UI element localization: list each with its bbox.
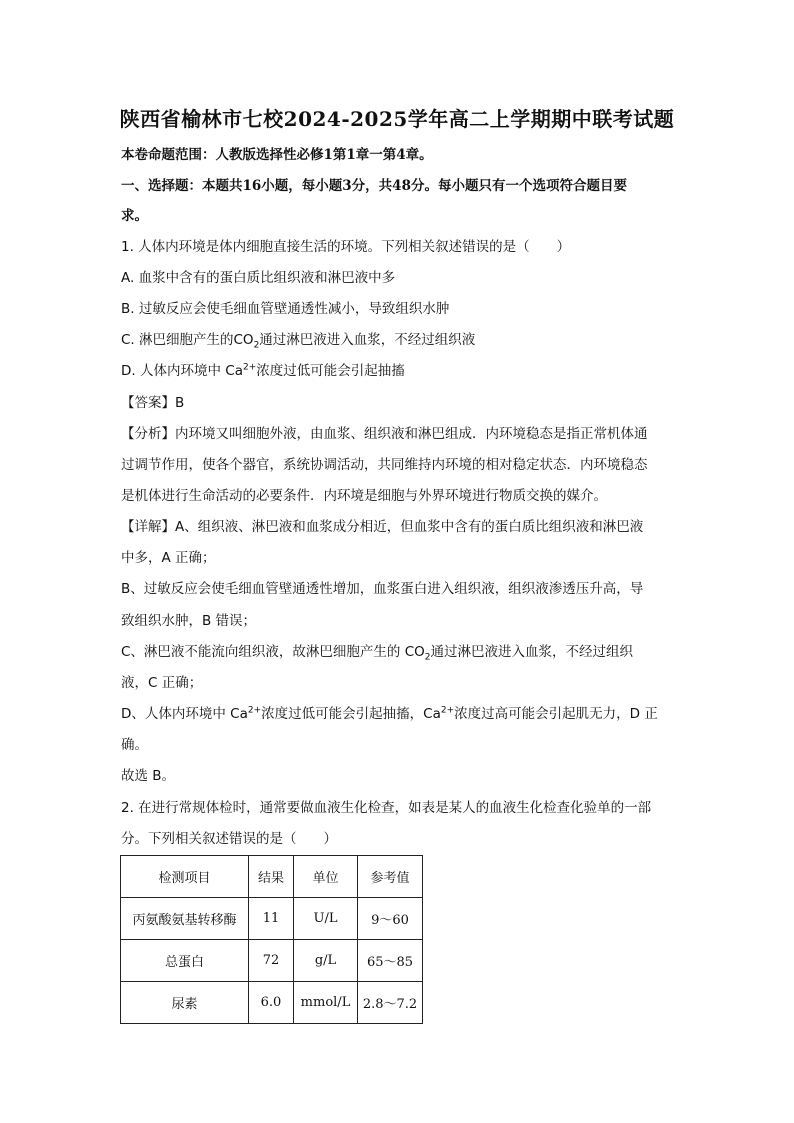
table-row [121,898,423,940]
section-heading-line1: 一、选择题：本题共16小题，每小题3分，共48分。每小题只有一个选项符合题目要 [121,178,627,194]
q2-stem-line2: 分。下列相关叙述错误的是（ ） [121,831,337,847]
table-cell: 9～60 [358,898,423,940]
q1-analysis-line3: 是机体进行生命活动的必要条件．内环境是细胞与外界环境进行物质交换的媒介。 [121,488,607,504]
table-row [121,982,423,1024]
q1-detail-line7: D、人体内环境中 $Ca^{2+}$浓度过低可能会引起抽搐，$Ca^{2+}$浓度过高可能会引起肌无力，D 正 [121,705,658,722]
table-cell: 65～85 [358,940,423,982]
q1-detail-line6: 液，C 正确； [121,675,203,691]
q1-option-a: A. 血浆中含有的蛋白质比组织液和淋巴液中多 [121,270,396,286]
table-header-cell: 参考值 [358,856,423,898]
table-cell: 尿素 [121,982,249,1024]
q1-analysis-line1: 【分析】内环境又叫细胞外液，由血浆、组织液和淋巴组成．内环境稳态是指正常机体通 [121,426,648,442]
table-cell: U/L [294,898,358,940]
q1-detail-line5: C、淋巴液不能流向组织液，故淋巴细胞产生的 $CO_2$通过淋巴液进入血浆，不经过组织 [121,644,634,663]
q1-detail-line2: 中多，A 正确； [121,550,216,566]
q1-option-d: D. 人体内环境中 $Ca^{2+}$浓度过低可能会引起抽搐 [121,362,405,379]
q2-stem-line1: 2. 在进行常规体检时，通常要做血液生化检查，如表是某人的血液生化检查化验单的一部 [121,800,652,816]
q1-detail-line8: 确。 [121,737,148,753]
exam-scope: 本卷命题范围：人教版选择性必修1第1章一第4章。 [121,147,433,163]
q1-conclusion: 故选 B。 [121,768,176,784]
q1-analysis-line2: 过调节作用，使各个器官，系统协调活动，共同维持内环境的相对稳定状态．内环境稳态 [121,457,648,473]
q1-option-b: B. 过敏反应会使毛细血管壁通透性减小，导致组织水肿 [121,301,450,317]
section-heading-line2: 求。 [121,208,148,224]
q1-option-c: C. 淋巴细胞产生的$CO_2$通过淋巴液进入血浆，不经过组织液 [121,332,476,351]
table-cell: 总蛋白 [121,940,249,982]
table-cell: 72 [249,940,294,982]
q1-detail-line1: 【详解】A、组织液、淋巴液和血浆成分相近，但血浆中含有的蛋白质比组织液和淋巴液 [121,519,644,535]
blood-test-table [120,855,423,1024]
table-cell: mmol/L [294,982,358,1024]
page-title: 陕西省榆林市七校2024-2025学年高二上学期期中联考试题 [119,107,675,131]
table-cell: 丙氨酸氨基转移酶 [121,898,249,940]
table-header-cell: 单位 [294,856,358,898]
table-header-row [121,856,423,898]
table-cell: 6.0 [249,982,294,1024]
table-cell: 11 [249,898,294,940]
q1-stem: 1. 人体内环境是体内细胞直接生活的环境。下列相关叙述错误的是（ ） [121,239,571,255]
q1-detail-line4: 致组织水肿，B 错误； [121,613,257,629]
table-cell: 2.8～7.2 [358,982,423,1024]
table-row [121,940,423,982]
table-header-cell: 检测项目 [121,856,249,898]
q1-detail-line3: B、过敏反应会使毛细血管壁通透性增加，血浆蛋白进入组织液，组织液渗透压升高，导 [121,581,644,597]
table-cell: g/L [294,940,358,982]
table-header-cell: 结果 [249,856,294,898]
q1-answer: 【答案】B [121,395,185,411]
